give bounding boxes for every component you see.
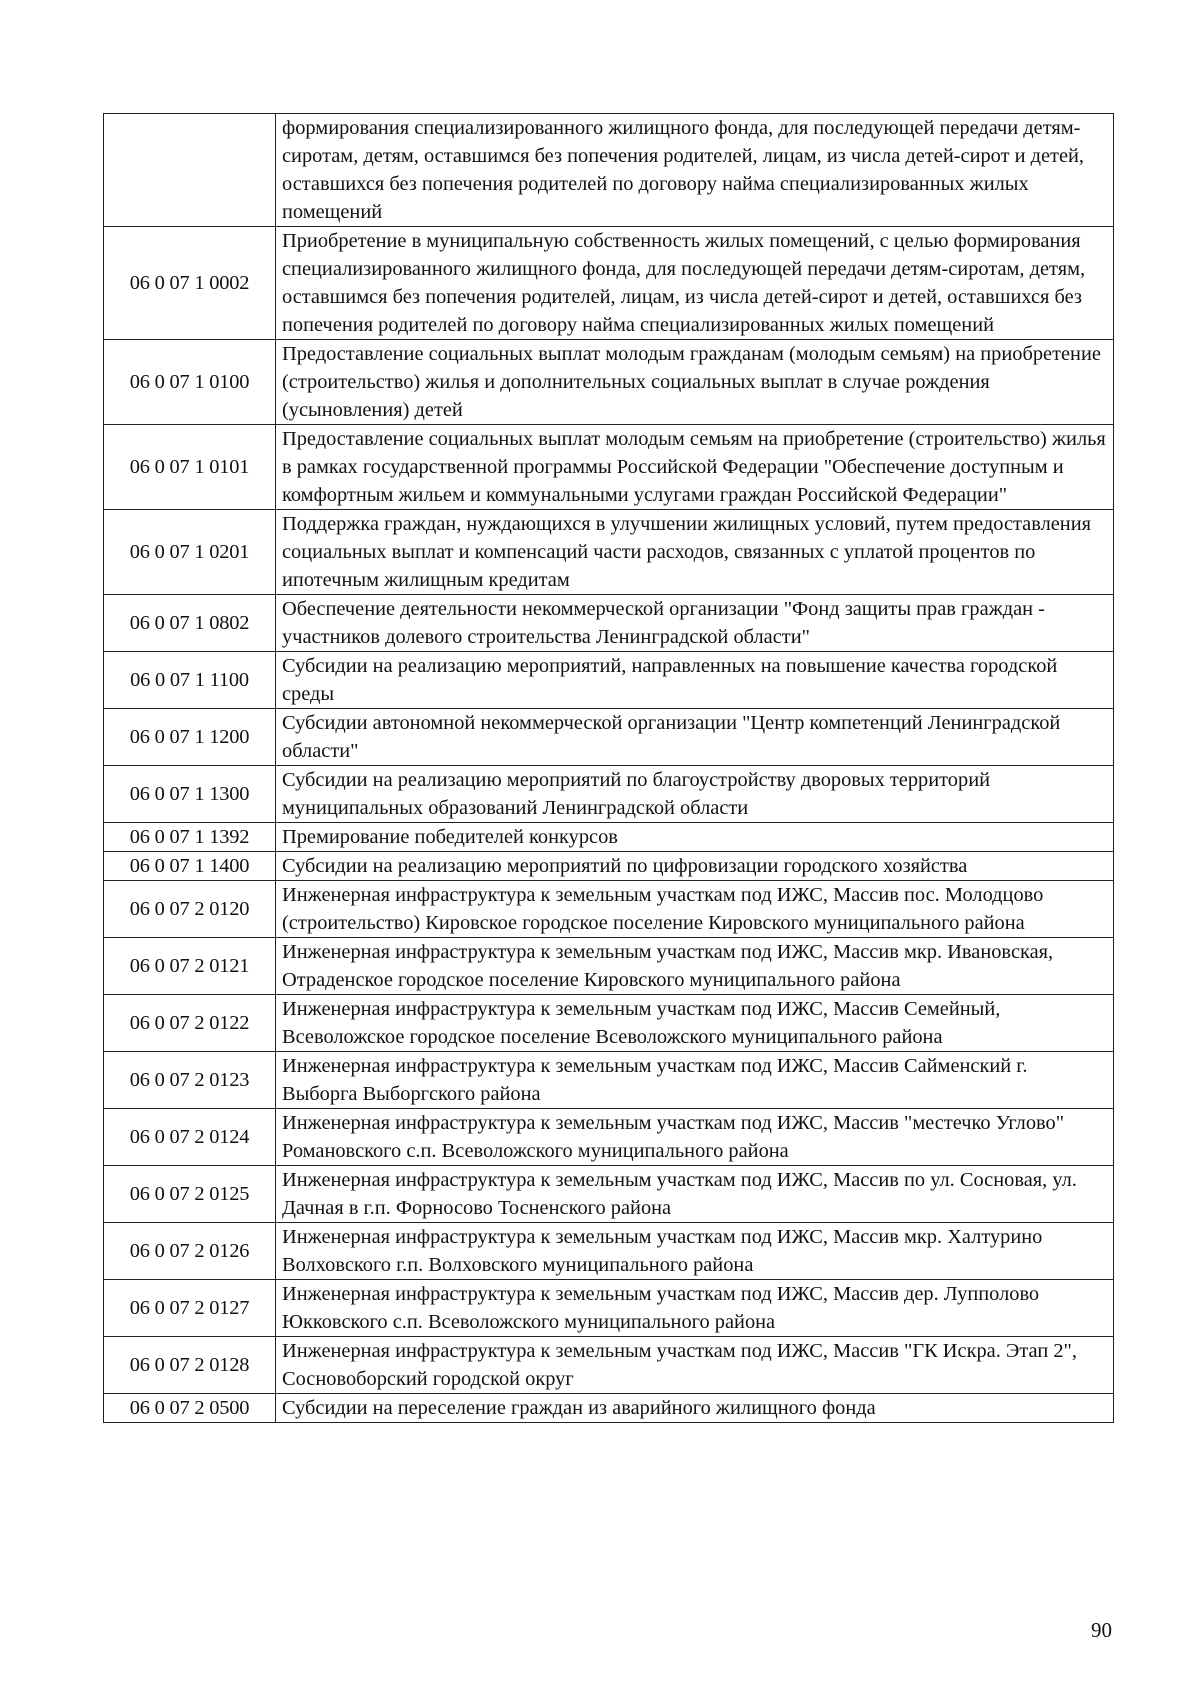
target-article-description: Инженерная инфраструктура к земельным участкам под ИЖС, Массив "местечко Углово" Романовского с.п. Всеволожского муниципального района <box>276 1109 1114 1166</box>
target-article-description: Премирование победителей конкурсов <box>276 823 1114 852</box>
target-article-code: 06 0 07 2 0128 <box>104 1337 276 1394</box>
target-article-code: 06 0 07 2 0127 <box>104 1280 276 1337</box>
target-article-description: Инженерная инфраструктура к земельным участкам под ИЖС, Массив дер. Лупполово Юкковского с.п. Всеволожского муниципального района <box>276 1280 1114 1337</box>
table-row <box>104 227 1114 340</box>
target-article-code: 06 0 07 1 1200 <box>104 709 276 766</box>
table-row <box>104 709 1114 766</box>
table-row <box>104 1394 1114 1423</box>
target-article-code: 06 0 07 1 0100 <box>104 340 276 425</box>
table-row <box>104 1223 1114 1280</box>
target-article-description: Инженерная инфраструктура к земельным участкам под ИЖС, Массив Сайменский г. Выборга Выборгского района <box>276 1052 1114 1109</box>
table-row <box>104 1166 1114 1223</box>
target-article-description: Инженерная инфраструктура к земельным участкам под ИЖС, Массив по ул. Сосновая, ул. Дачная в г.п. Форносово Тосненского района <box>276 1166 1114 1223</box>
table-row <box>104 766 1114 823</box>
target-article-description: Поддержка граждан, нуждающихся в улучшении жилищных условий, путем предоставления социальных выплат и компенсаций части расходов, связанных с уплатой процентов по ипотечным жилищным кредитам <box>276 510 1114 595</box>
target-article-code: 06 0 07 2 0123 <box>104 1052 276 1109</box>
table-row <box>104 652 1114 709</box>
target-article-code: 06 0 07 1 1300 <box>104 766 276 823</box>
target-article-description: Предоставление социальных выплат молодым семьям на приобретение (строительство) жилья в рамках государственной программы Российской Федерации "Обеспечение доступным и комфортным жильем и коммунальными услугами граждан Российской Федерации" <box>276 425 1114 510</box>
table-row <box>104 938 1114 995</box>
target-article-code: 06 0 07 2 0125 <box>104 1166 276 1223</box>
target-article-description: Инженерная инфраструктура к земельным участкам под ИЖС, Массив "ГК Искра. Этап 2", Сосновоборский городской округ <box>276 1337 1114 1394</box>
target-article-code: 06 0 07 1 0101 <box>104 425 276 510</box>
page-number: 90 <box>1091 1618 1112 1642</box>
target-article-code: 06 0 07 1 1100 <box>104 652 276 709</box>
target-article-description: Субсидии на реализацию мероприятий по благоустройству дворовых территорий муниципальных образований Ленинградской области <box>276 766 1114 823</box>
target-article-code: 06 0 07 1 0201 <box>104 510 276 595</box>
target-article-code: 06 0 07 2 0124 <box>104 1109 276 1166</box>
table-row <box>104 510 1114 595</box>
target-article-description: Предоставление социальных выплат молодым гражданам (молодым семьям) на приобретение (строительство) жилья и дополнительных социальных выплат в случае рождения (усыновления) детей <box>276 340 1114 425</box>
budget-classification-table <box>103 113 1114 1423</box>
target-article-code <box>104 114 276 227</box>
table-row <box>104 852 1114 881</box>
target-article-description: Инженерная инфраструктура к земельным участкам под ИЖС, Массив Семейный, Всеволожское городское поселение Всеволожского муниципального района <box>276 995 1114 1052</box>
table-row <box>104 1280 1114 1337</box>
target-article-code: 06 0 07 2 0121 <box>104 938 276 995</box>
target-article-description: Инженерная инфраструктура к земельным участкам под ИЖС, Массив мкр. Ивановская, Отраденское городское поселение Кировского муниципального района <box>276 938 1114 995</box>
table-row <box>104 1109 1114 1166</box>
target-article-description: Обеспечение деятельности некоммерческой организации "Фонд защиты прав граждан - участников долевого строительства Ленинградской области" <box>276 595 1114 652</box>
table-row <box>104 1337 1114 1394</box>
table-row <box>104 995 1114 1052</box>
target-article-code: 06 0 07 2 0126 <box>104 1223 276 1280</box>
target-article-description: формирования специализированного жилищного фонда, для последующей передачи детям-сиротам, детям, оставшимся без попечения родителей, лицам, из числа детей-сирот и детей, оставшихся без попечения родителей по договору найма специализированных жилых помещений <box>276 114 1114 227</box>
table-row <box>104 1052 1114 1109</box>
target-article-code: 06 0 07 1 1392 <box>104 823 276 852</box>
target-article-description: Субсидии автономной некоммерческой организации "Центр компетенций Ленинградской области" <box>276 709 1114 766</box>
table-row <box>104 340 1114 425</box>
table-body <box>104 114 1114 1423</box>
table-row <box>104 595 1114 652</box>
target-article-description: Приобретение в муниципальную собственность жилых помещений, с целью формирования специализированного жилищного фонда, для последующей передачи детям-сиротам, детям, оставшимся без попечения родителей, лицам, из числа детей-сирот и детей, оставшихся без попечения родителей по договору найма специализированных жилых помещений <box>276 227 1114 340</box>
target-article-code: 06 0 07 2 0122 <box>104 995 276 1052</box>
target-article-code: 06 0 07 2 0500 <box>104 1394 276 1423</box>
target-article-code: 06 0 07 1 0802 <box>104 595 276 652</box>
target-article-description: Инженерная инфраструктура к земельным участкам под ИЖС, Массив мкр. Халтурино Волховского г.п. Волховского муниципального района <box>276 1223 1114 1280</box>
table-row <box>104 823 1114 852</box>
table-row <box>104 881 1114 938</box>
target-article-description: Субсидии на переселение граждан из аварийного жилищного фонда <box>276 1394 1114 1423</box>
target-article-code: 06 0 07 2 0120 <box>104 881 276 938</box>
table-row <box>104 425 1114 510</box>
target-article-code: 06 0 07 1 1400 <box>104 852 276 881</box>
target-article-code: 06 0 07 1 0002 <box>104 227 276 340</box>
target-article-description: Субсидии на реализацию мероприятий, направленных на повышение качества городской среды <box>276 652 1114 709</box>
target-article-description: Субсидии на реализацию мероприятий по цифровизации городского хозяйства <box>276 852 1114 881</box>
target-article-description: Инженерная инфраструктура к земельным участкам под ИЖС, Массив пос. Молодцово (строительство) Кировское городское поселение Кировского муниципального района <box>276 881 1114 938</box>
table-row <box>104 114 1114 227</box>
